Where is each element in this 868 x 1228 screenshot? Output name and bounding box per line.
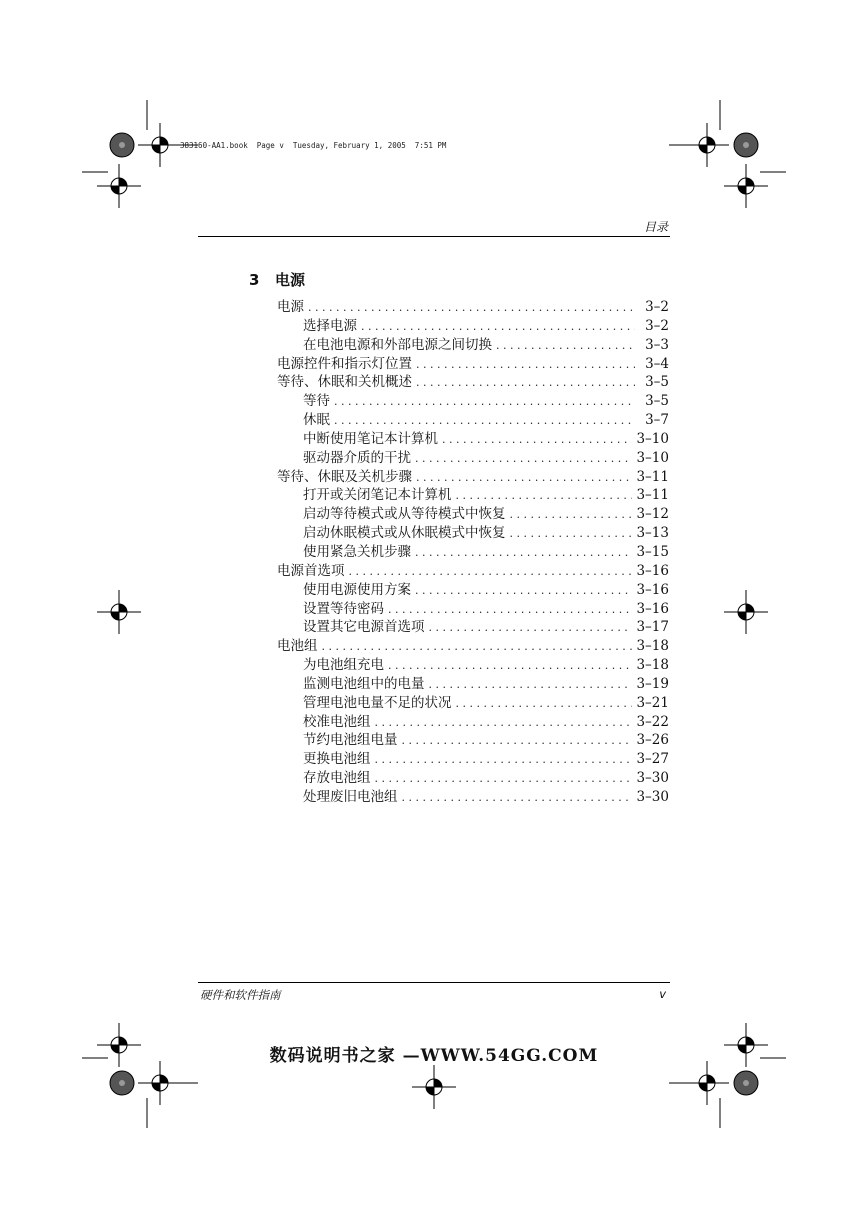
toc-entry-page: 3–10 <box>636 449 669 466</box>
dot-leader <box>416 374 635 392</box>
dot-leader <box>415 582 632 600</box>
toc-entry-title: 校准电池组 <box>303 713 371 730</box>
toc-entry-page: 3–27 <box>636 751 669 768</box>
toc-entry-page: 3–15 <box>636 543 669 560</box>
toc-entry-page: 3–19 <box>636 675 669 692</box>
toc-entry-page: 3–26 <box>636 732 669 749</box>
dot-leader <box>308 299 635 317</box>
dot-leader <box>442 431 632 449</box>
dot-leader <box>361 318 635 336</box>
footer-page-number: v <box>659 987 666 1001</box>
dot-leader <box>375 770 633 788</box>
toc-entry-title: 中断使用笔记本计算机 <box>303 430 438 447</box>
toc-entry-title: 等待、休眠和关机概述 <box>277 374 412 391</box>
toc-entry-title: 选择电源 <box>303 317 357 334</box>
toc-entry-title: 启动休眠模式或从休眠模式中恢复 <box>303 525 506 542</box>
toc-entry[interactable] <box>277 581 669 600</box>
toc-entry[interactable] <box>277 505 669 524</box>
toc-entry-page: 3–4 <box>645 355 669 372</box>
dot-leader <box>416 469 632 487</box>
toc-entry-title: 管理电池电量不足的状况 <box>303 694 452 711</box>
dot-leader <box>429 676 633 694</box>
toc-entry[interactable] <box>277 411 669 430</box>
toc-entry-title: 存放电池组 <box>303 770 371 787</box>
dot-leader <box>322 638 633 656</box>
toc-entry-title: 启动等待模式或从等待模式中恢复 <box>303 506 506 523</box>
toc-entry-page: 3–18 <box>636 638 669 655</box>
dot-leader <box>510 525 633 543</box>
toc-entry[interactable] <box>277 769 669 788</box>
toc-entry-title: 打开或关闭笔记本计算机 <box>303 487 452 504</box>
toc-entry-title: 监测电池组中的电量 <box>303 675 425 692</box>
toc-entry[interactable] <box>277 543 669 562</box>
toc-entry-title: 休眠 <box>303 412 330 429</box>
toc-entry[interactable] <box>277 618 669 637</box>
toc-entry-title: 电源 <box>277 299 304 315</box>
toc-entry[interactable] <box>277 336 669 355</box>
toc-entry[interactable] <box>277 430 669 449</box>
chapter-title: 电源 <box>275 271 306 289</box>
toc-entry-title: 在电池电源和外部电源之间切换 <box>303 336 492 353</box>
toc-entry-title: 使用紧急关机步骤 <box>303 543 411 560</box>
toc-entry-page: 3–3 <box>645 336 669 353</box>
toc-entry-title: 处理废旧电池组 <box>303 788 398 805</box>
dot-leader <box>456 487 633 505</box>
toc-entry-title: 等待、休眠及关机步骤 <box>277 468 412 485</box>
toc-entry[interactable] <box>277 355 669 374</box>
toc-entry-page: 3–11 <box>636 487 669 504</box>
toc-entry-page: 3–22 <box>636 713 669 730</box>
toc-entry-page: 3–16 <box>636 581 669 598</box>
toc-entry-title: 使用电源使用方案 <box>303 581 411 598</box>
toc-entry-title: 为电池组充电 <box>303 657 384 674</box>
toc-entry[interactable] <box>277 600 669 619</box>
header-rule <box>198 236 670 237</box>
dot-leader <box>375 751 633 769</box>
toc-entry-title: 电源控件和指示灯位置 <box>277 355 412 372</box>
dot-leader <box>334 393 635 411</box>
toc-entry[interactable] <box>277 694 669 713</box>
dot-leader <box>402 732 633 750</box>
dot-leader <box>416 356 635 374</box>
toc-entry-title: 电池组 <box>277 638 318 655</box>
toc-entry[interactable] <box>277 713 669 732</box>
dot-leader <box>349 563 633 581</box>
chapter-heading <box>249 269 305 290</box>
dot-leader <box>415 544 632 562</box>
toc-entry[interactable] <box>277 468 669 487</box>
running-header: 目录 <box>643 220 668 234</box>
toc-list <box>277 298 669 807</box>
toc-entry-page: 3–21 <box>636 694 669 711</box>
dot-leader <box>415 450 632 468</box>
toc-entry-page: 3–17 <box>636 619 669 636</box>
book-meta: 383160-AA1.book Page v Tuesday, February 1, 2005 7:51 PM <box>180 141 447 150</box>
toc-entry[interactable] <box>277 373 669 392</box>
dot-leader <box>375 714 633 732</box>
toc-entry[interactable] <box>277 731 669 750</box>
dot-leader <box>334 412 635 430</box>
toc-entry-title: 设置等待密码 <box>303 600 384 617</box>
toc-entry[interactable] <box>277 675 669 694</box>
toc-entry[interactable] <box>277 449 669 468</box>
chapter-number: 3 <box>249 271 260 289</box>
toc-entry-page: 3–12 <box>636 506 669 523</box>
toc-entry[interactable] <box>277 486 669 505</box>
toc-entry-page: 3–30 <box>636 788 669 805</box>
toc-entry-title: 节约电池组电量 <box>303 732 398 749</box>
toc-entry[interactable] <box>277 524 669 543</box>
toc-entry-page: 3–2 <box>645 317 669 334</box>
watermark-text: 数码说明书之家 —WWW.54GG.COM <box>269 1046 599 1066</box>
toc-entry-page: 3–5 <box>645 393 669 410</box>
footer-book-title: 硬件和软件指南 <box>200 988 281 1002</box>
toc-entry-page: 3–10 <box>636 430 669 447</box>
toc-entry-title: 电源首选项 <box>277 562 345 579</box>
toc-entry-title: 等待 <box>303 393 330 410</box>
toc-entry-page: 3–5 <box>645 374 669 391</box>
toc-entry-page: 3–16 <box>636 600 669 617</box>
toc-entry[interactable] <box>277 656 669 675</box>
toc-entry-page: 3–7 <box>645 412 669 429</box>
toc-entry[interactable] <box>277 788 669 807</box>
toc-entry[interactable] <box>277 317 669 336</box>
registration-star-icon <box>110 133 134 157</box>
toc-entry-page: 3–30 <box>636 770 669 787</box>
dot-leader <box>510 506 633 524</box>
dot-leader <box>456 695 633 713</box>
toc-entry-page: 3–18 <box>636 657 669 674</box>
dot-leader <box>496 337 635 355</box>
toc-entry[interactable] <box>277 298 669 317</box>
toc-entry[interactable] <box>277 750 669 769</box>
toc-entry[interactable] <box>277 637 669 656</box>
dot-leader <box>402 789 633 807</box>
toc-entry-page: 3–16 <box>636 562 669 579</box>
dot-leader <box>388 657 632 675</box>
toc-entry-page: 3–11 <box>636 468 669 485</box>
toc-entry[interactable] <box>277 392 669 411</box>
dot-leader <box>429 619 633 637</box>
dot-leader <box>388 601 632 619</box>
toc-entry-title: 驱动器介质的干扰 <box>303 449 411 466</box>
toc-entry-page: 3–13 <box>636 525 669 542</box>
toc-entry-page: 3–2 <box>645 299 669 315</box>
toc-entry[interactable] <box>277 562 669 581</box>
footer-rule <box>198 982 670 983</box>
toc-entry-title: 更换电池组 <box>303 751 371 768</box>
toc-entry-title: 设置其它电源首选项 <box>303 619 425 636</box>
